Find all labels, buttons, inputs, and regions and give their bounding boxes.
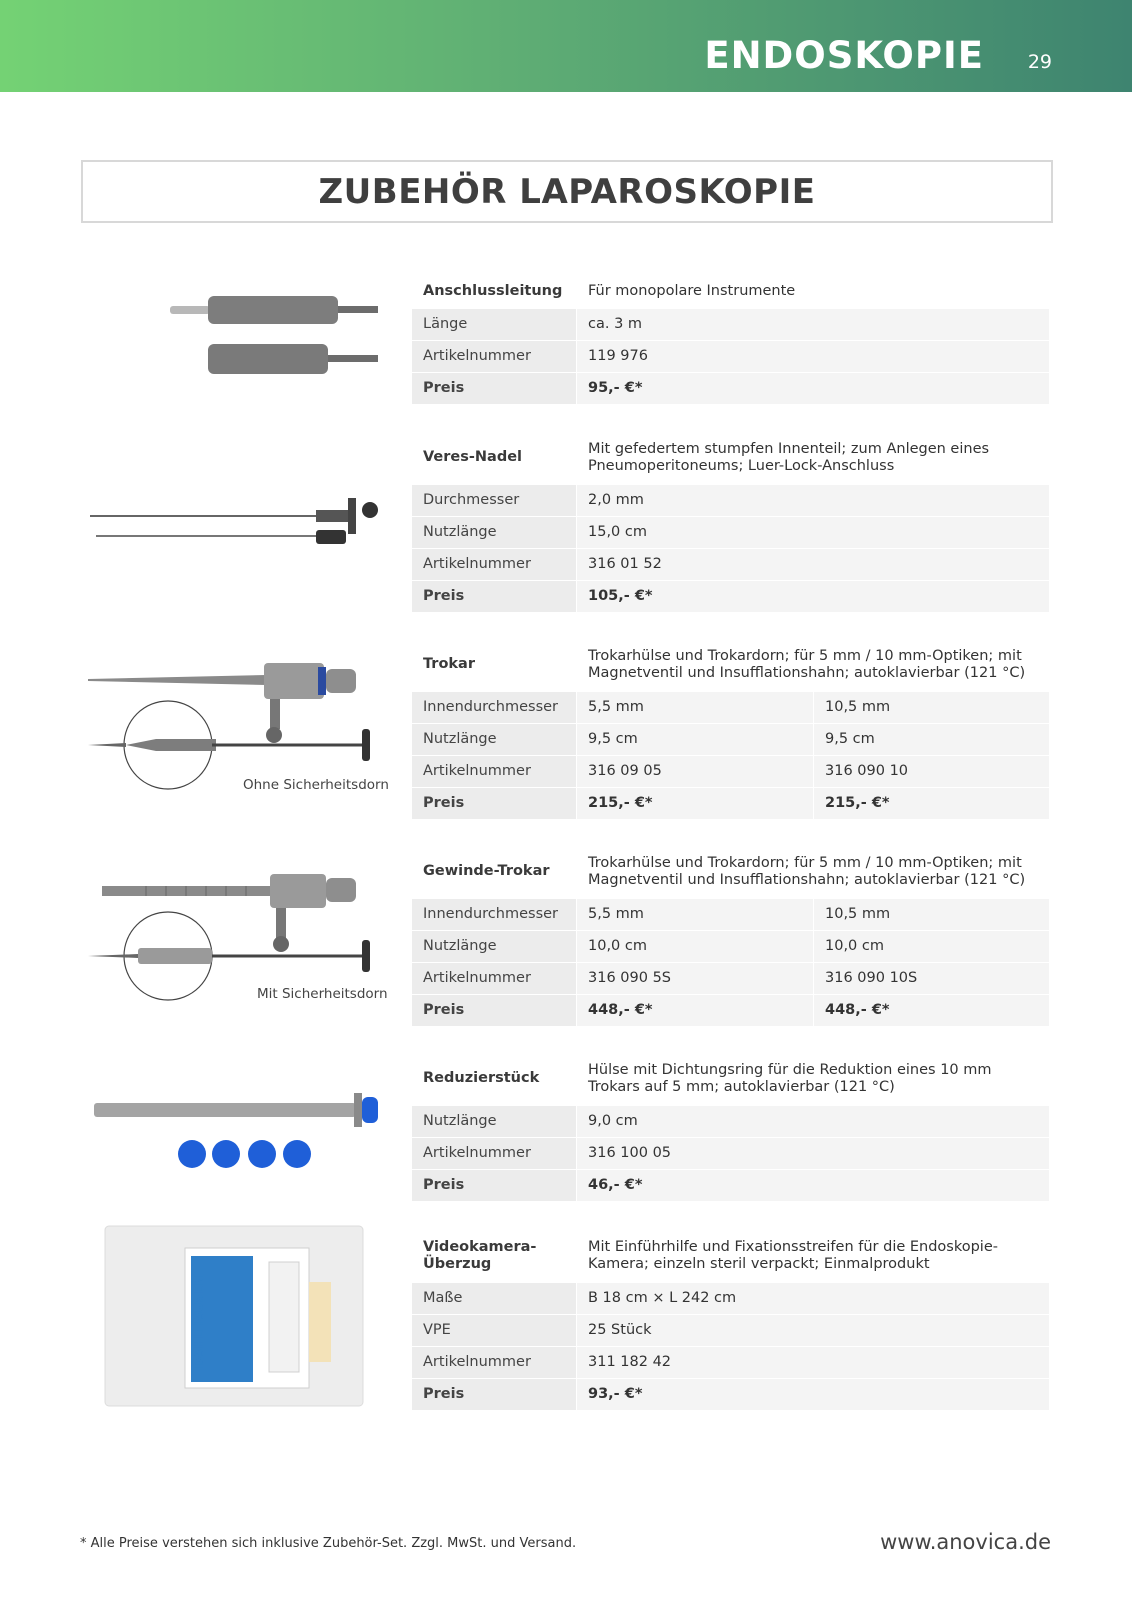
product-description bbox=[577, 638, 1050, 692]
price-value: 95,- €* bbox=[577, 373, 1050, 405]
spec-value: 5,5 mm bbox=[577, 692, 814, 724]
description-line: Trokars auf 5 mm; autoklavierbar (121 °C) bbox=[588, 1078, 895, 1095]
product-name: Reduzierstück bbox=[412, 1052, 577, 1106]
spec-value: 2,0 mm bbox=[577, 485, 1050, 517]
spec-value: B 18 cm × L 242 cm bbox=[577, 1283, 1050, 1315]
product-description bbox=[577, 1052, 1050, 1106]
spec-label: Artikelnummer bbox=[412, 963, 577, 995]
spec-value: 316 090 5S bbox=[577, 963, 814, 995]
price-value: 46,- €* bbox=[577, 1170, 1050, 1202]
spec-value: 316 01 52 bbox=[577, 549, 1050, 581]
spec-value: 15,0 cm bbox=[577, 517, 1050, 549]
reducer-image bbox=[92, 1091, 392, 1171]
spec-label: Nutzlänge bbox=[412, 1106, 577, 1138]
spec-table bbox=[411, 637, 1050, 820]
description-line: Mit Einführhilfe und Fixationsstreifen für die Endoskopie- bbox=[588, 1238, 998, 1255]
spec-label: Nutzlänge bbox=[412, 724, 577, 756]
product-name bbox=[412, 1229, 577, 1283]
spec-value: 9,5 cm bbox=[814, 724, 1050, 756]
spec-label: Artikelnummer bbox=[412, 549, 577, 581]
spec-table bbox=[411, 274, 1050, 405]
price-label: Preis bbox=[412, 581, 577, 613]
cable-image bbox=[150, 288, 390, 388]
product-description bbox=[577, 1229, 1050, 1283]
spec-label: Artikelnummer bbox=[412, 1138, 577, 1170]
spec-label: Nutzlänge bbox=[412, 931, 577, 963]
spec-label: Innendurchmesser bbox=[412, 692, 577, 724]
description-line: Trokarhülse und Trokardorn; für 5 mm / 10 mm-Optiken; mit bbox=[588, 854, 1022, 871]
spec-label: Innendurchmesser bbox=[412, 899, 577, 931]
spec-label: VPE bbox=[412, 1315, 577, 1347]
spec-value: 311 182 42 bbox=[577, 1347, 1050, 1379]
product-name: Veres-Nadel bbox=[412, 431, 577, 485]
product-name: Gewinde-Trokar bbox=[412, 845, 577, 899]
description-line: Magnetventil und Insufflationshahn; autoklavierbar (121 °C) bbox=[588, 871, 1026, 888]
spec-value: ca. 3 m bbox=[577, 309, 1050, 341]
package-brand: DAHLHAUSEN bbox=[192, 1275, 206, 1369]
price-value: 448,- €* bbox=[577, 995, 814, 1027]
section-title: ENDOSKOPIE bbox=[704, 34, 984, 77]
product-name-line: Überzug bbox=[423, 1255, 492, 1272]
product-name: Trokar bbox=[412, 638, 577, 692]
spec-label: Durchmesser bbox=[412, 485, 577, 517]
price-label: Preis bbox=[412, 373, 577, 405]
spec-value: 10,5 mm bbox=[814, 899, 1050, 931]
spec-value: 5,5 mm bbox=[577, 899, 814, 931]
spec-value: 9,0 cm bbox=[577, 1106, 1050, 1138]
product-name-line: Videokamera- bbox=[423, 1238, 537, 1255]
needle-image bbox=[88, 490, 388, 560]
product-description bbox=[577, 845, 1050, 899]
description-line: Mit gefedertem stumpfen Innenteil; zum Anlegen eines bbox=[588, 440, 990, 457]
description-line: Kamera; einzeln steril verpackt; Einmalprodukt bbox=[588, 1255, 930, 1272]
spec-table bbox=[411, 430, 1050, 613]
spec-label: Länge bbox=[412, 309, 577, 341]
description-line: Trokarhülse und Trokardorn; für 5 mm / 10 mm-Optiken; mit bbox=[588, 647, 1022, 664]
spec-value: 9,5 cm bbox=[577, 724, 814, 756]
spec-value: 316 09 05 bbox=[577, 756, 814, 788]
page-header bbox=[0, 0, 1132, 92]
price-label: Preis bbox=[412, 1379, 577, 1411]
spec-label: Artikelnummer bbox=[412, 341, 577, 373]
spec-value: 10,0 cm bbox=[814, 931, 1050, 963]
description-line: Pneumoperitoneums; Luer-Lock-Anschluss bbox=[588, 457, 895, 474]
description-line: Magnetventil und Insufflationshahn; autoklavierbar (121 °C) bbox=[588, 664, 1026, 681]
spec-label: Nutzlänge bbox=[412, 517, 577, 549]
description-line: Hülse mit Dichtungsring für die Reduktion eines 10 mm bbox=[588, 1061, 992, 1078]
spec-value: 316 100 05 bbox=[577, 1138, 1050, 1170]
product-description bbox=[577, 431, 1050, 485]
price-value: 215,- €* bbox=[814, 788, 1050, 820]
spec-table bbox=[411, 844, 1050, 1027]
website-link[interactable]: www.anovica.de bbox=[880, 1530, 1051, 1554]
spec-value: 316 090 10S bbox=[814, 963, 1050, 995]
page-title-box bbox=[81, 160, 1053, 223]
price-value: 105,- €* bbox=[577, 581, 1050, 613]
price-label: Preis bbox=[412, 995, 577, 1027]
spec-label: Artikelnummer bbox=[412, 1347, 577, 1379]
page-title: ZUBEHÖR LAPAROSKOPIE bbox=[318, 171, 816, 212]
product-name: Anschlussleitung bbox=[412, 275, 577, 309]
spec-value: 25 Stück bbox=[577, 1315, 1050, 1347]
spec-value: 119 976 bbox=[577, 341, 1050, 373]
price-value: 215,- €* bbox=[577, 788, 814, 820]
package-image bbox=[99, 1222, 369, 1412]
spec-value: 10,5 mm bbox=[814, 692, 1050, 724]
image-caption: Mit Sicherheitsdorn bbox=[257, 986, 388, 1002]
spec-label: Artikelnummer bbox=[412, 756, 577, 788]
price-value: 448,- €* bbox=[814, 995, 1050, 1027]
price-label: Preis bbox=[412, 788, 577, 820]
price-label: Preis bbox=[412, 1170, 577, 1202]
spec-value: 10,0 cm bbox=[577, 931, 814, 963]
price-value: 93,- €* bbox=[577, 1379, 1050, 1411]
spec-label: Maße bbox=[412, 1283, 577, 1315]
page-number: 29 bbox=[1027, 51, 1052, 73]
spec-table bbox=[411, 1051, 1050, 1202]
spec-value: 316 090 10 bbox=[814, 756, 1050, 788]
product-description: Für monopolare Instrumente bbox=[577, 275, 1050, 309]
spec-table bbox=[411, 1228, 1050, 1411]
image-caption: Ohne Sicherheitsdorn bbox=[243, 777, 389, 793]
price-footnote: * Alle Preise verstehen sich inklusive Zubehör-Set. Zzgl. MwSt. und Versand. bbox=[80, 1536, 577, 1551]
